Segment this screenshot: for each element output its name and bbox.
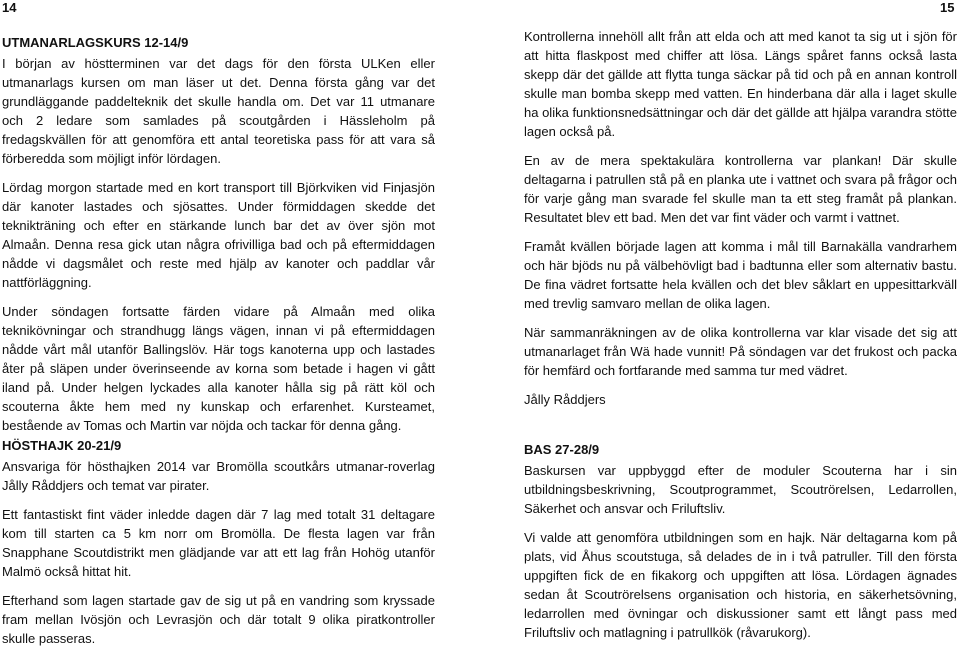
page-number-right: 15 — [940, 0, 955, 15]
article-utmanarlagskurs — [2, 33, 435, 445]
article-heading: UTMANARLAGSKURS 12-14/9 — [2, 35, 189, 50]
article-continuation — [524, 27, 957, 419]
article-heading: HÖSTHAJK 20-21/9 — [2, 438, 122, 453]
article-bas — [524, 440, 957, 652]
article-paragraph: Under söndagen fortsatte färden vidare på Almaån med olika teknikövningar och strandhugg längs vägen, innan vi på eftermiddagen nådde vårt mål utanför Ballingslöv. Här togs kanoterna upp och lastades åter på släpen under överinseende av korna som betade i hagen vi gått iland på. Under helgen lyckades alla kanoter hålla sig på rätt köl och scouterna åkte hem med ny kunskap och erfarenhet. Kursteamet, bestående av Tomas och Martin var nöjda och tackar för denna gång. — [2, 304, 435, 433]
page-number-left: 14 — [2, 0, 17, 15]
article-paragraph: Kontrollerna innehöll allt från att elda och att med kanot ta sig ut i sjön för att hitta flaskpost med chiffer att lösa. Längs spåret fanns också lasta skepp där det gällde att flytta tunga säckar på tid och på en annan kontroll skulle man bomba skepp med vatten. En hinderbana där alla i laget skulle ha olika funktionsnedsättningar och där det gällde att hjälpa varandra stötte lagen också på. — [524, 29, 957, 139]
article-paragraph: Vi valde att genomföra utbildningen som en hajk. När deltagarna kom på plats, vid Åhus scoutstuga, så delades de in i två patruller. Till den första uppgiften fick de en fikakorg och uppgiften att lösa. Lördagen ägnades sedan åt Scoutrörelsens organisation och historia, en säkerhetsövning, ledarrollen med övningar och diskussioner samt ett långt pass med Friluftsliv och matlagning i patrullkök (råvarukorg). — [524, 530, 957, 640]
article-paragraph: Efterhand som lagen startade gav de sig ut på en vandring som kryssade fram mellan Ivösjön och Levrasjön och där totalt 9 olika piratkontroller skulle passeras. — [2, 593, 435, 646]
article-paragraph: Framåt kvällen började lagen att komma i mål till Barnakälla vandrarhem och här bjöds nu på välbehövligt bad i badtunna eller som alternativ bastu. De fina vädret fortsatte hela kvällen och det blev såklart en uppesittarkväll med trevlig samvaro mellan de olika lagen. — [524, 239, 957, 311]
article-signature: Jålly Råddjers — [524, 392, 606, 407]
article-hosthajk — [2, 436, 435, 658]
article-paragraph: En av de mera spektakulära kontrollerna var plankan! Där skulle deltagarna i patrullen stå på en planka ute i vattnet och svara på frågor och för varje gång man svarade fel skulle man ta ett steg framåt på plankan. Resultatet blev ett bad. Men det var fint väder och varmt i vattnet. — [524, 153, 957, 225]
article-heading: BAS 27-28/9 — [524, 442, 600, 457]
article-paragraph: I början av höstterminen var det dags för den första ULKen eller utmanarlags kursen om man läser ut det. Denna första gång var det grundläggande paddelteknik det skulle handla om. Det var 11 utmanare och 2 ledare som samlades på scoutgården i Hässleholm på fredagskvällen för att genomföra ett antal teoretiska pass för att vara så förberedda som möjligt inför lördagen. — [2, 56, 435, 166]
article-paragraph: Ett fantastiskt fint väder inledde dagen där 7 lag med totalt 31 deltagare kom till starten ca 5 km norr om Bromölla. De flesta lagen var från Snapphane Scoutdistrikt men glädjande var att ett lag från Hohög utanför Malmö också hittat hit. — [2, 507, 435, 579]
article-paragraph: Lördag morgon startade med en kort transport till Björkviken vid Finjasjön där kanoter lastades och sjösattes. Under förmiddagen skedde det teknikträning och efter en stärkande lunch bar det av över sjön mot Almaån. Denna resa gick utan några ofrivilliga bad och på eftermiddagen nådde vi dagsmålet och reste med hjälp av kanoter och paddlar vår nattförläggning. — [2, 180, 435, 290]
article-paragraph: När sammanräkningen av de olika kontrollerna var klar visade det sig att utmanarlaget från Wä hade vunnit! På söndagen var det frukost och packa för hemfärd och fortfarande med samma tur med vädret. — [524, 325, 957, 378]
article-paragraph: Ansvariga för hösthajken 2014 var Bromölla scoutkårs utmanar-roverlag Jålly Råddjers och temat var pirater. — [2, 459, 435, 493]
article-paragraph: Baskursen var uppbyggd efter de moduler Scouterna har i sin utbildningsbeskrivning, Scoutprogrammet, Scoutrörelsen, Ledarrollen, Säkerhet och ansvar och Friluftsliv. — [524, 463, 957, 516]
